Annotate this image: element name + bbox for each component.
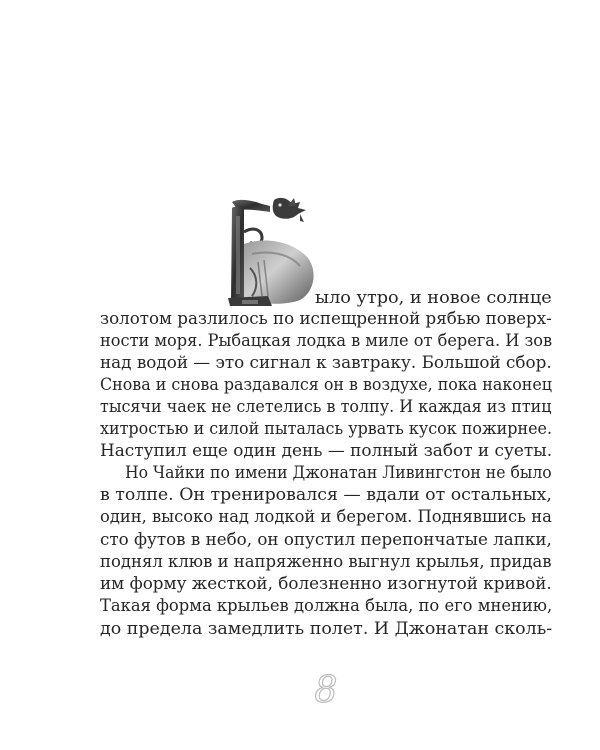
text-line-15: Такая форма крыльев должна была, по его мнению, [100, 596, 553, 616]
text-line-3: ности моря. Рыбацкая лодка в миле от берега. И зов [100, 331, 553, 351]
text-line-2: золотом разлилось по испещренной рябью поверх- [100, 309, 552, 329]
text-line-11: один, высоко над лодкой и берегом. Поднявшись на [100, 507, 552, 527]
text-line-1: ыло утро, и новое солнце [315, 288, 552, 308]
text-line-12: сто футов в небо, он опустил перепончатые лапки, [100, 530, 552, 550]
page-number-text: 8 [314, 670, 338, 710]
text-line-6: тысячи чаек не слетелись в толпу. И каждая из птиц [100, 397, 552, 417]
text-line-7: хитростью и силой пыталась урвать кусок пожирнее. [100, 419, 553, 439]
text-line-10: в толпе. Он тренировался — вдали от остальных, [100, 485, 552, 505]
text-line-14: им форму жесткой, болезненно изогнутой кривой. [100, 574, 552, 594]
text-line-5: Снова и снова раздавался он в воздухе, пока наконец [100, 375, 552, 395]
page-number [306, 666, 346, 710]
ornate-letter-b-with-bird-icon [228, 196, 318, 308]
text-line-8: Наступил еще один день — полный забот и суеты. [100, 441, 553, 461]
text-line-13: поднял клюв и напряженно выгнул крылья, придав [100, 552, 552, 572]
text-line-4: над водой — это сигнал к завтраку. Большой сбор. [100, 353, 552, 373]
text-line-16: до предела замедлить полет. И Джонатан сколь- [100, 619, 553, 639]
text-line-9: Но Чайки по имени Джонатан Ливингстон не было [125, 463, 552, 483]
